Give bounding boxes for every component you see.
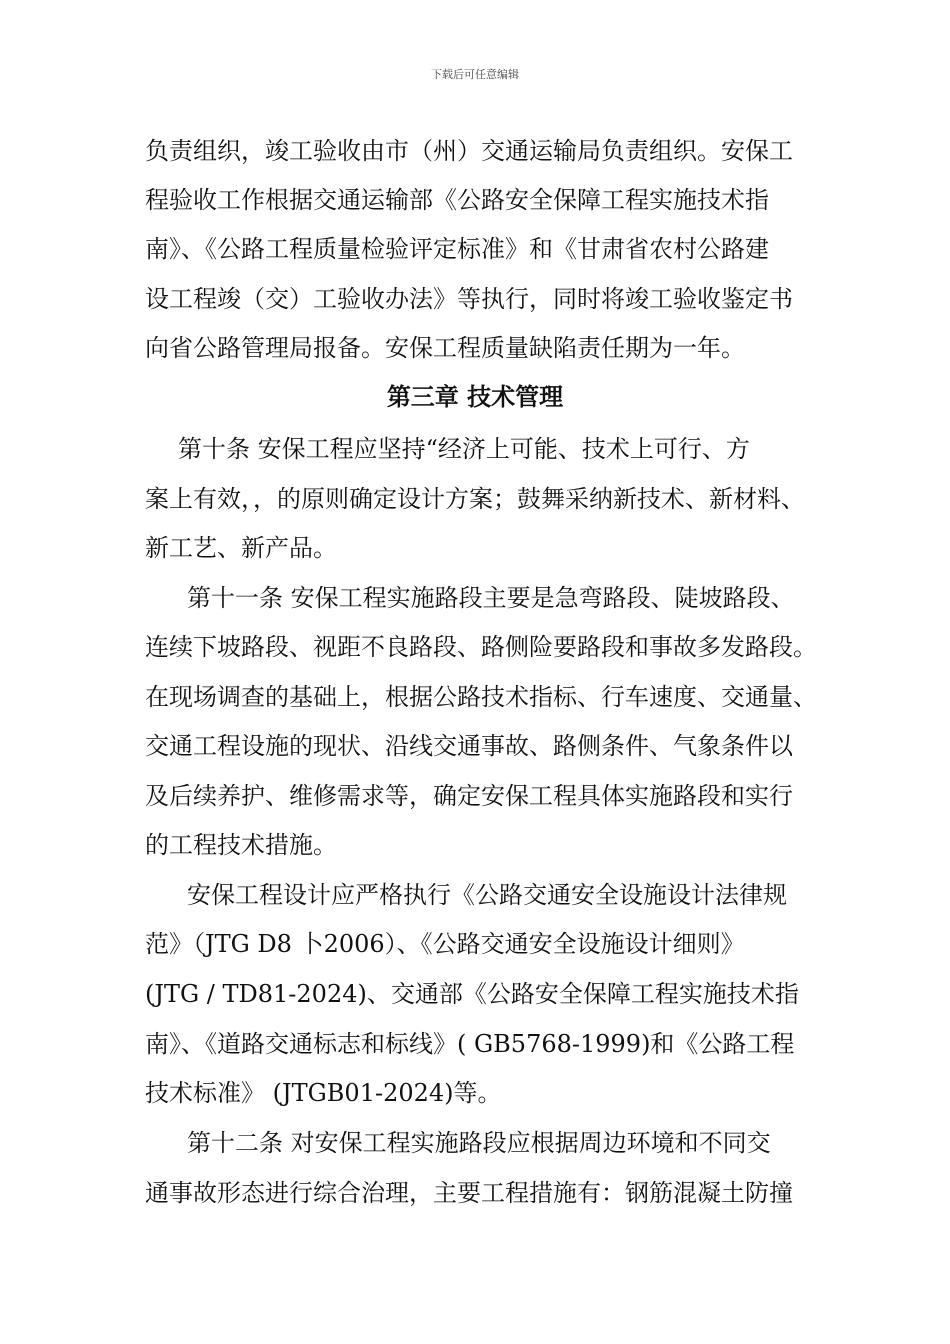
text-line: 新工艺、新产品。 (145, 534, 337, 562)
text-line: 第十条 安保工程应坚持“经济上可能、技术上可行、方 (178, 435, 750, 463)
text-line: 向省公路管理局报备。安保工程质量缺陷责任期为一年。 (145, 334, 745, 362)
text-line: 南》、《道路交通标志和标线》( GB5768-1999)和《公路工程 (145, 1030, 795, 1058)
text-line: 及后续养护、维修需求等，确定安保工程具体实施路段和实行 (145, 782, 793, 810)
text-line: 第十二条 对安保工程实施路段应根据周边环境和不同交 (187, 1129, 771, 1157)
text-line: 范》（JTG D8 卜2006）、《公路交通安全设施设计细则》 (145, 930, 745, 958)
text-line: 负责组织，竣工验收由市（州）交通运输局负责组织。安保工 (145, 137, 793, 165)
text-line: 设工程竣（交）工验收办法》等执行，同时将竣工验收鉴定书 (145, 285, 793, 313)
text-line: 南》、《公路工程质量检验评定标准》和《甘肃省农村公路建 (145, 235, 769, 263)
text-line: 的工程技术措施。 (145, 831, 337, 859)
page-header-note: 下载后可任意编辑 (431, 68, 519, 81)
text-line: 技术标准》 (JTGB01-2024)等。 (145, 1079, 502, 1107)
text-line: 通事故形态进行综合治理，主要工程措施有：钢筋混凝土防撞 (145, 1179, 793, 1207)
chapter-heading: 第三章 技术管理 (386, 382, 564, 411)
text-line: (JTG / TD81-2024)、交通部《公路安全保障工程实施技术指 (145, 980, 799, 1008)
text-line: 交通工程设施的现状、沿线交通事故、路侧条件、气象条件以 (145, 732, 793, 760)
text-line: 案上有效，，的原则确定设计方案；鼓舞采纳新技术、新材料、 (145, 485, 805, 513)
text-line: 安保工程设计应严格执行《公路交通安全设施设计法律规 (187, 881, 787, 909)
text-line: 第十一条 安保工程实施路段主要是急弯路段、陡坡路段、 (187, 584, 795, 612)
text-line: 连续下坡路段、视距不良路段、路侧险要路段和事故多发路段。 (145, 633, 817, 661)
text-line: 在现场调查的基础上，根据公路技术指标、行车速度、交通量、 (145, 683, 817, 711)
text-line: 程验收工作根据交通运输部《公路安全保障工程实施技术指 (145, 186, 769, 214)
